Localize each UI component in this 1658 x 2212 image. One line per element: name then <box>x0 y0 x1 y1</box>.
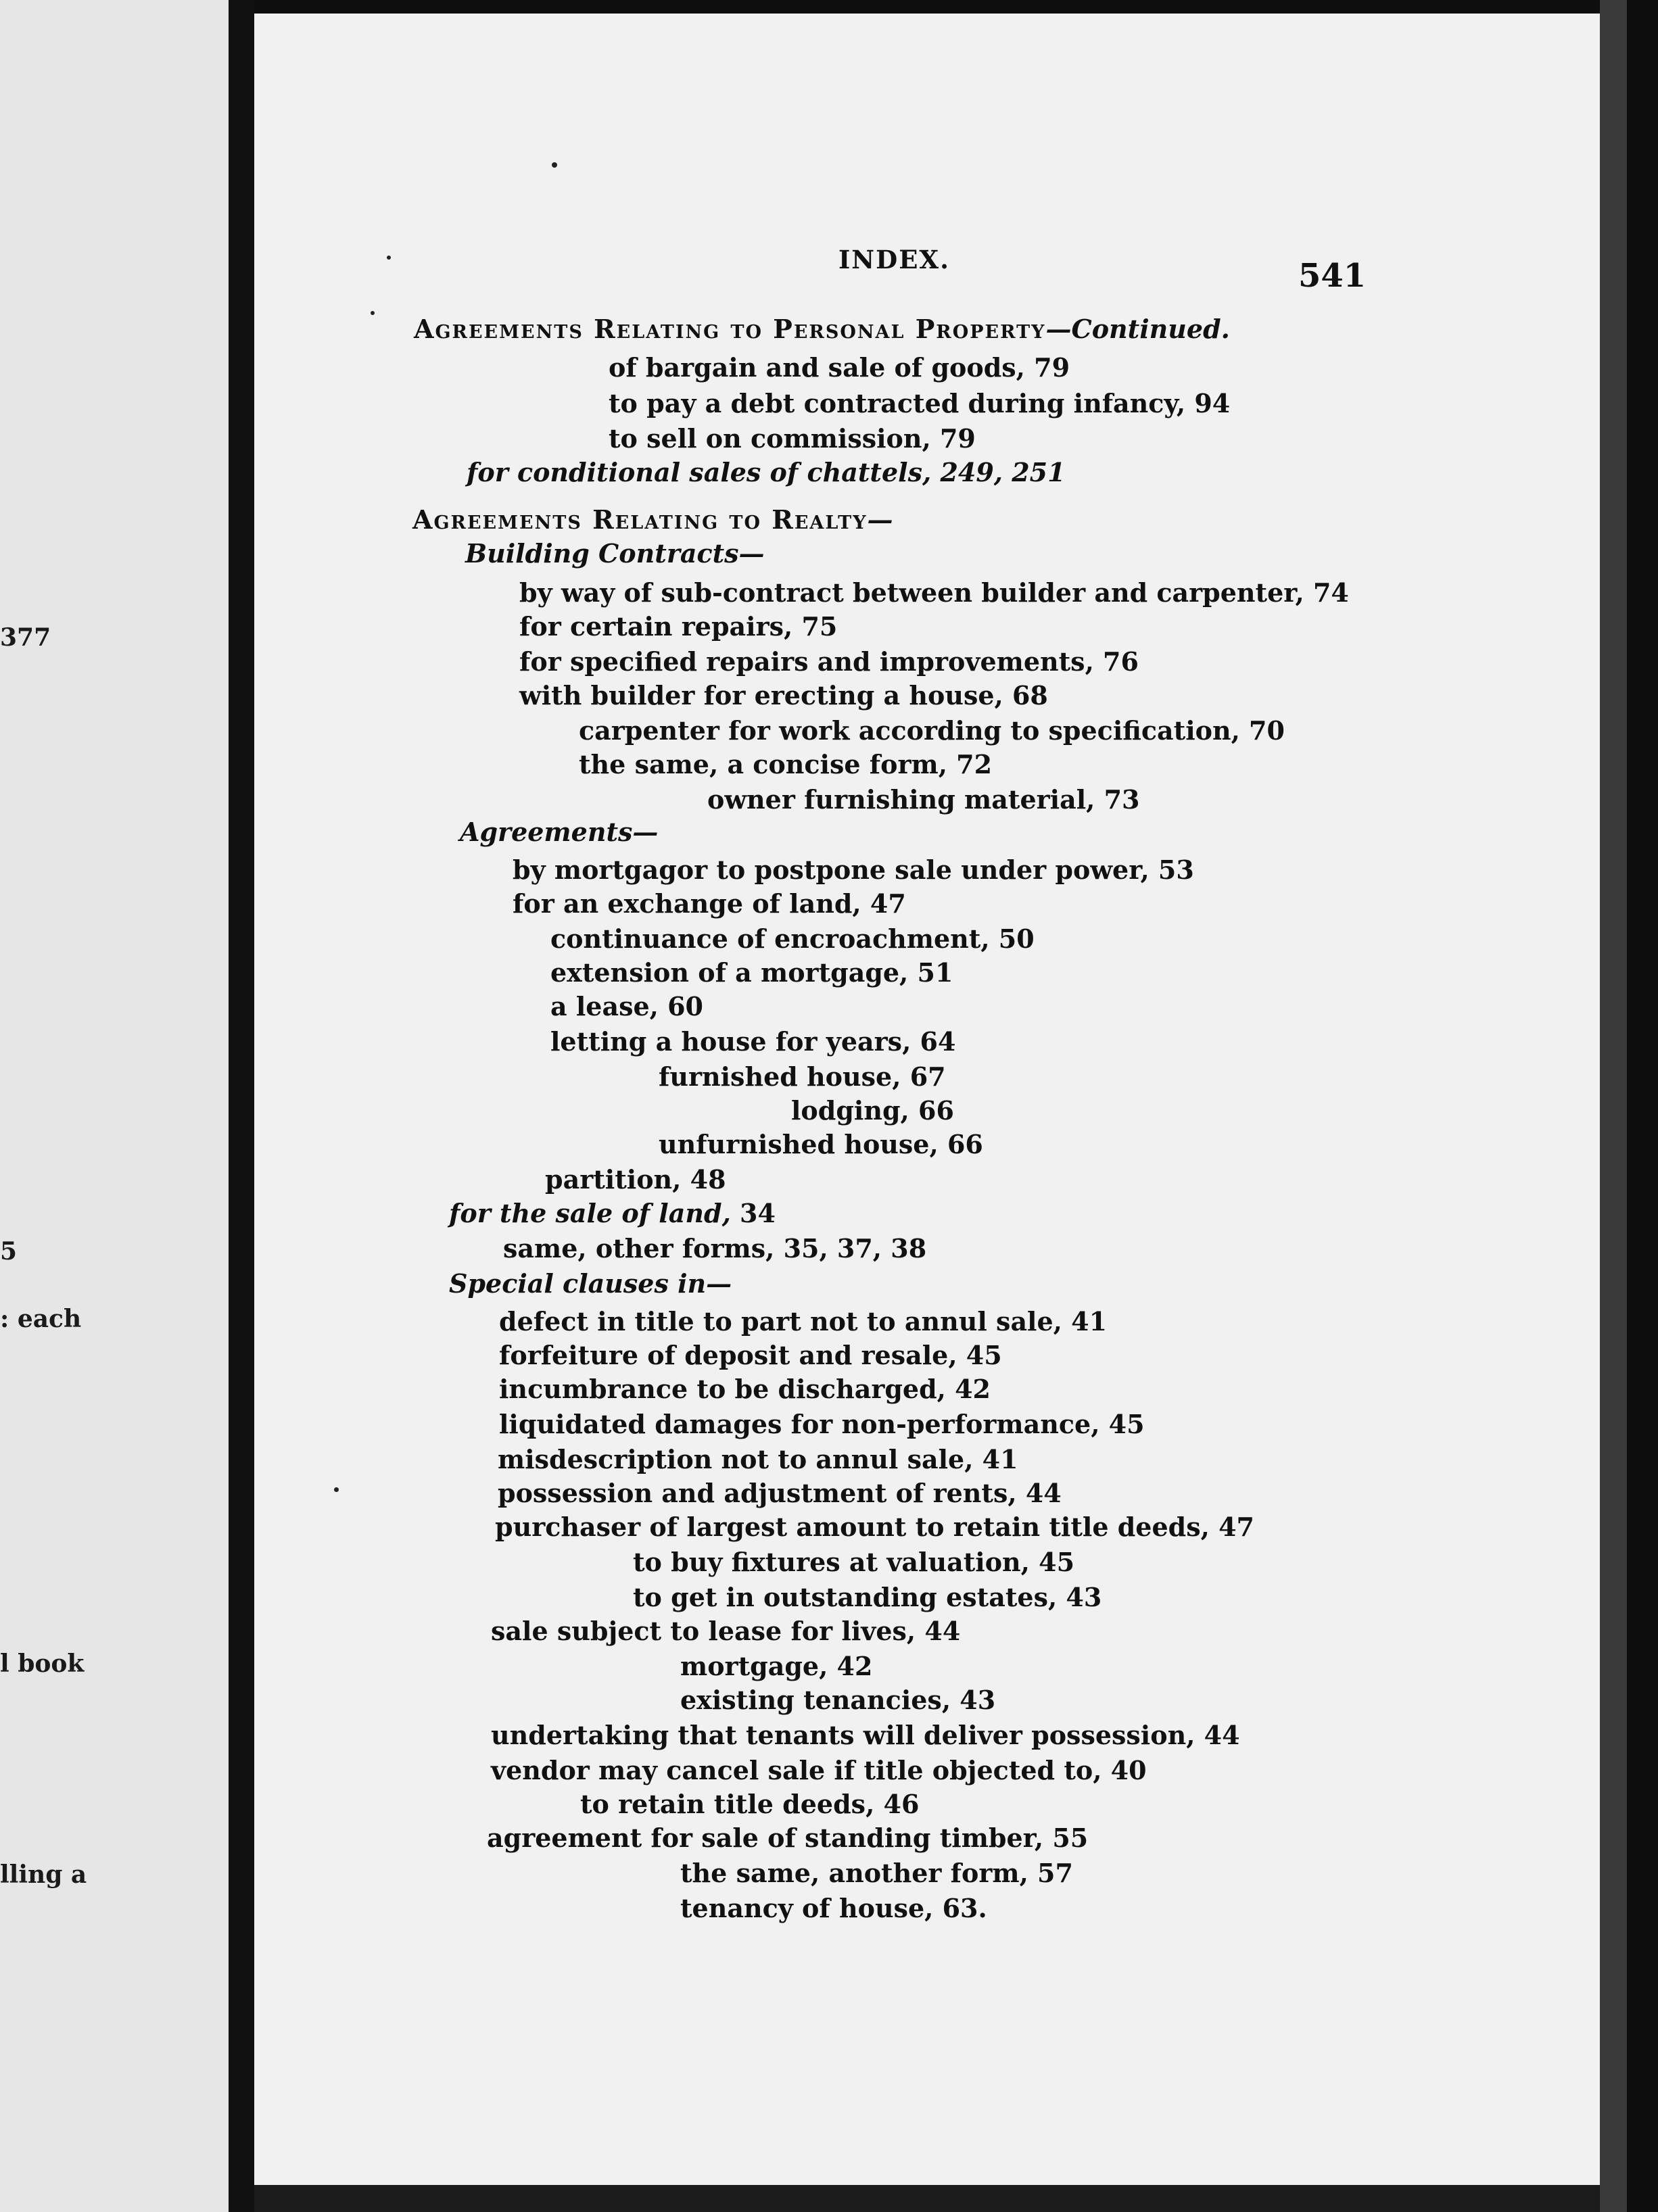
index-entry: by way of sub-contract between builder and carpenter, 74 <box>519 577 1349 608</box>
entry-italic: for the sale of land, <box>449 1198 731 1228</box>
ink-speck <box>334 1487 339 1492</box>
index-entry: agreement for sale of standing timber, 55 <box>487 1823 1089 1853</box>
index-entry: carpenter for work according to specification, 70 <box>579 715 1285 746</box>
index-entry: extension of a mortgage, 51 <box>550 957 953 988</box>
index-entry: the same, a concise form, 72 <box>579 749 993 779</box>
heading-suffix: —Continued. <box>1045 314 1230 344</box>
book-gutter <box>229 0 254 2212</box>
index-entry: for an exchange of land, 47 <box>513 888 906 919</box>
index-entry: misdescription not to annul sale, 41 <box>498 1444 1018 1474</box>
page-number: 541 <box>1298 257 1367 295</box>
index-subheading: Building Contracts— <box>465 538 765 569</box>
heading-text: Agreements Relating to Realty <box>412 504 868 535</box>
left-page <box>0 0 229 2212</box>
index-entry: possession and adjustment of rents, 44 <box>498 1478 1062 1508</box>
index-entry: sale subject to lease for lives, 44 <box>491 1616 961 1646</box>
index-entry: same, other forms, 35, 37, 38 <box>503 1233 927 1264</box>
index-entry <box>449 1198 776 1228</box>
page-edge <box>1600 0 1627 2212</box>
ink-speck <box>387 256 391 260</box>
left-fragment: lling a <box>0 1860 87 1889</box>
index-entry: incumbrance to be discharged, 42 <box>499 1374 991 1404</box>
index-entry: for specified repairs and improvements, 76 <box>519 646 1139 677</box>
index-entry: a lease, 60 <box>550 991 703 1021</box>
ink-speck <box>371 311 375 315</box>
index-heading <box>414 316 1230 342</box>
entry-pages: 34 <box>730 1198 776 1228</box>
index-entry: to get in outstanding estates, 43 <box>633 1582 1102 1612</box>
heading-text: Agreements Relating to Personal Property <box>414 314 1046 344</box>
index-entry: partition, 48 <box>545 1164 726 1195</box>
index-entry: for certain repairs, 75 <box>519 611 838 642</box>
left-fragment: l book <box>0 1650 85 1678</box>
index-entry: continuance of encroachment, 50 <box>550 923 1035 954</box>
index-entry: purchaser of largest amount to retain title deeds, 47 <box>495 1512 1254 1542</box>
index-entry: with builder for erecting a house, 68 <box>519 680 1048 711</box>
index-entry: to sell on commission, 79 <box>609 423 976 454</box>
index-entry: vendor may cancel sale if title objected to, 40 <box>491 1755 1147 1785</box>
index-entry: unfurnished house, 66 <box>659 1129 983 1159</box>
index-entry: defect in title to part not to annul sale, 41 <box>499 1306 1108 1337</box>
index-entry: to buy fixtures at valuation, 45 <box>633 1547 1075 1577</box>
index-entry: to pay a debt contracted during infancy, 94 <box>609 388 1231 418</box>
index-entry: furnished house, 67 <box>659 1061 946 1092</box>
left-fragment: 5 <box>0 1237 18 1266</box>
index-entry: by mortgagor to postpone sale under power, 53 <box>513 855 1194 885</box>
left-fragment: 377 <box>0 623 51 652</box>
running-header: INDEX. <box>838 245 951 274</box>
index-entry: the same, another form, 57 <box>680 1858 1073 1888</box>
index-entry: mortgage, 42 <box>680 1651 873 1681</box>
ink-speck <box>552 162 557 168</box>
index-entry: to retain title deeds, 46 <box>580 1789 920 1819</box>
index-entry: forfeiture of deposit and resale, 45 <box>499 1340 1002 1370</box>
index-entry: existing tenancies, 43 <box>680 1685 996 1715</box>
index-entry: liquidated damages for non-performance, 45 <box>499 1409 1145 1439</box>
left-fragment: : each <box>0 1305 82 1333</box>
index-entry: lodging, 66 <box>791 1095 954 1126</box>
index-subheading: Agreements— <box>460 817 659 847</box>
index-entry: of bargain and sale of goods, 79 <box>609 352 1070 383</box>
scan-border <box>1627 0 1658 2212</box>
index-entry: letting a house for years, 64 <box>550 1026 956 1057</box>
index-entry: tenancy of house, 63. <box>680 1893 987 1923</box>
heading-suffix: — <box>867 504 893 535</box>
index-heading <box>412 504 893 535</box>
index-entry: owner furnishing material, 73 <box>707 784 1140 815</box>
index-entry: undertaking that tenants will deliver possession, 44 <box>491 1720 1240 1750</box>
top-shadow <box>254 0 1600 14</box>
index-subheading: Special clauses in— <box>449 1268 732 1299</box>
index-subheading: for conditional sales of chattels, 249, 251 <box>467 457 1066 487</box>
